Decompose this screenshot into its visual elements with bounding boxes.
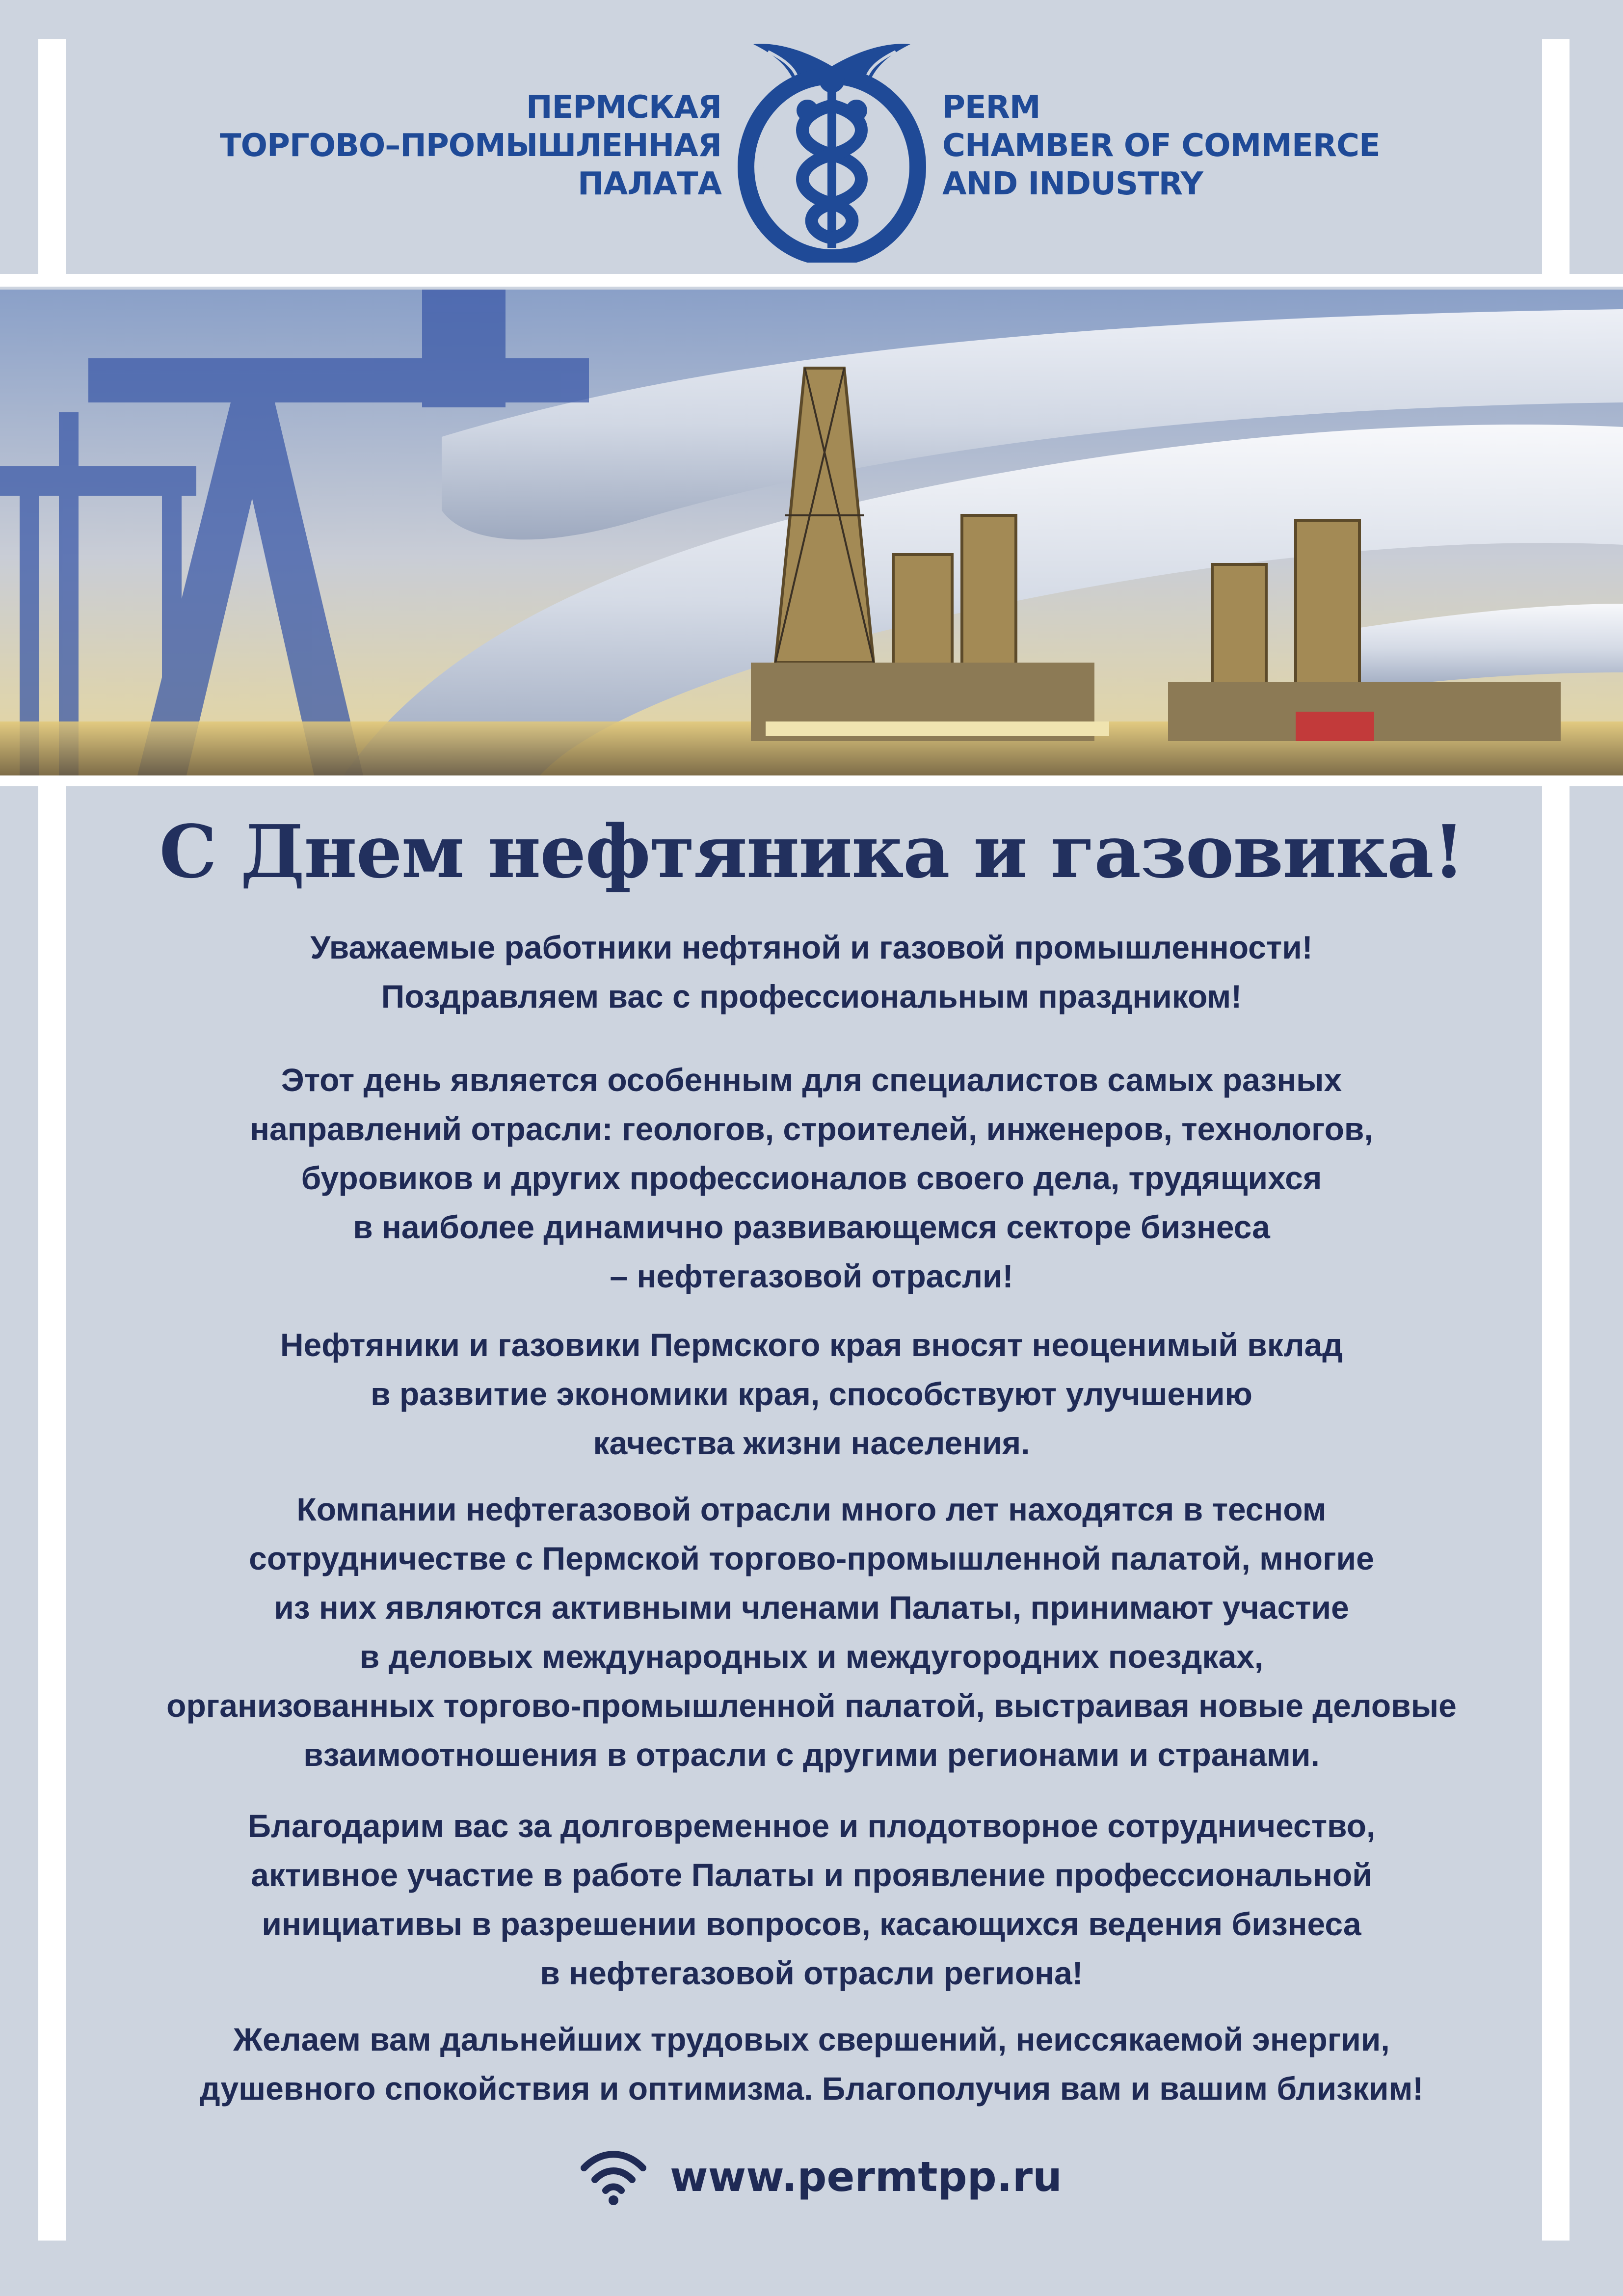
org-name-en <box>942 88 1433 203</box>
oil-and-gas-industry-photo <box>0 290 1623 775</box>
greeting-paragraph <box>74 1801 1549 1998</box>
org-name-en-line: CHAMBER OF COMMERCE <box>942 128 1380 164</box>
greeting-paragraph <box>74 1485 1549 1779</box>
frame-left-bar-bottom <box>38 785 66 2241</box>
paragraph-line: в деловых международных и междугородних поездках, <box>359 1638 1264 1675</box>
paragraph-line: направлений отрасли: геологов, строителей, инженеров, технологов, <box>250 1111 1373 1147</box>
paragraph-line: взаимоотношения в отрасли с другими регионами и странами. <box>303 1736 1320 1773</box>
paragraph-line: Нефтяники и газовики Пермского края вносят неоценимый вклад <box>280 1327 1343 1363</box>
frame-right-bar-top <box>1542 39 1570 275</box>
greeting-paragraph <box>74 2015 1549 2113</box>
page-title: С Днем нефтяника и газовика! <box>159 809 1464 894</box>
frame-bottom-rule <box>0 774 1623 786</box>
paragraph-line: качества жизни населения. <box>593 1425 1030 1461</box>
paragraph-line: Поздравляем вас с профессиональным праздником! <box>381 978 1242 1015</box>
greeting-paragraph <box>74 1055 1549 1301</box>
wifi-icon <box>579 2147 648 2206</box>
paragraph-line: Уважаемые работники нефтяной и газовой промышленности! <box>310 929 1313 965</box>
org-name-ru-line: ТОРГОВО–ПРОМЫШЛЕННАЯ <box>219 128 721 164</box>
paragraph-line: активное участие в работе Палаты и проявление профессиональной <box>251 1857 1372 1893</box>
paragraph-line: буровиков и других профессионалов своего дела, трудящихся <box>301 1160 1322 1196</box>
org-name-ru-line: ПАЛАТА <box>578 166 721 202</box>
paragraph-line: Этот день является особенным для специалистов самых разных <box>281 1062 1342 1098</box>
paragraph-line: – нефтегазовой отрасли! <box>610 1258 1013 1294</box>
paragraph-line: Компании нефтегазовой отрасли много лет находятся в тесном <box>296 1491 1327 1527</box>
paragraph-line: сотрудничестве с Пермской торгово-промышленной палатой, многие <box>249 1540 1374 1576</box>
paragraph-line: душевного спокойствия и оптимизма. Благополучия вам и вашим близким! <box>199 2070 1424 2107</box>
greeting-paragraph <box>74 1320 1549 1468</box>
paragraph-line: инициативы в разрешении вопросов, касающихся ведения бизнеса <box>262 1906 1361 1942</box>
mercury-caduceus-emblem-icon <box>734 32 930 263</box>
website-link[interactable]: www.permtpp.ru <box>670 2153 1062 2201</box>
paragraph-line: в наиболее динамично развивающемся секторе бизнеса <box>353 1209 1270 1245</box>
frame-top-rule <box>0 274 1623 287</box>
paragraph-line: Благодарим вас за долговременное и плодотворное сотрудничество, <box>247 1808 1376 1844</box>
org-name-en-line: PERM <box>942 89 1040 126</box>
org-name-en-line: AND INDUSTRY <box>942 166 1203 202</box>
paragraph-line: из них являются активными членами Палаты, принимают участие <box>274 1589 1349 1626</box>
org-name-ru <box>147 88 721 203</box>
paragraph-line: организованных торгово-промышленной палатой, выстраивая новые деловые <box>166 1687 1457 1724</box>
paragraph-line: в развитие экономики края, способствуют улучшению <box>371 1376 1252 1412</box>
paragraph-line: в нефтегазовой отрасли региона! <box>540 1955 1083 1991</box>
paragraph-line: Желаем вам дальнейших трудовых свершений, неиссякаемой энергии, <box>233 2021 1390 2057</box>
org-name-ru-line: ПЕРМСКАЯ <box>526 89 721 126</box>
frame-left-bar-top <box>38 39 66 275</box>
greeting-paragraph <box>74 923 1549 1021</box>
